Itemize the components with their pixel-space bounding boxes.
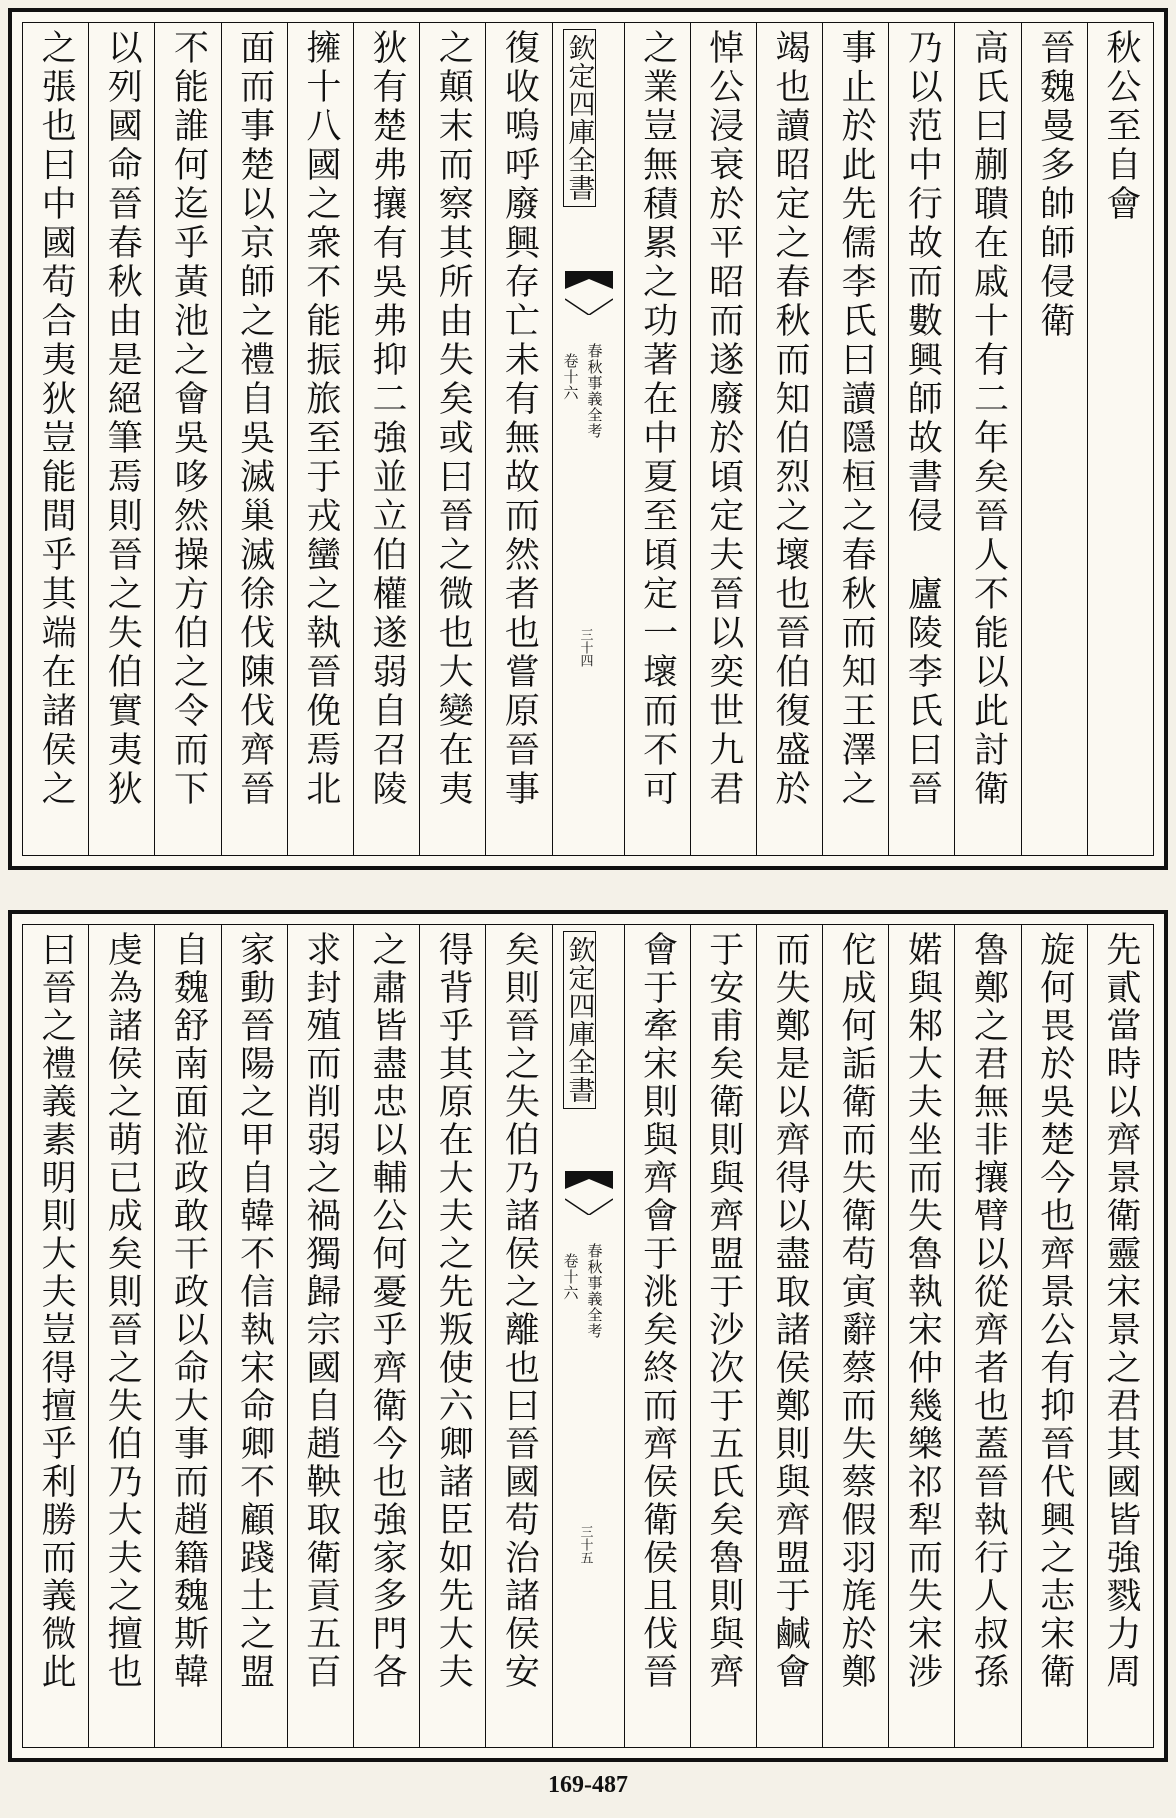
upper-text-columns xyxy=(23,23,1153,855)
column-text: 家動晉陽之甲自韓不信執宋命卿不顧踐土之盟 xyxy=(234,931,275,1691)
text-column xyxy=(691,23,757,855)
column-text: 乃以范中行故而數興師故書侵 廬陵李氏曰晉 xyxy=(902,29,943,809)
text-column xyxy=(288,23,354,855)
lower-page-frame xyxy=(22,924,1154,1748)
column-text: 不能誰何迄乎黃池之會吳哆然操方伯之令而下 xyxy=(168,29,209,809)
column-text: 晉魏曼多帥師侵衛 xyxy=(1034,29,1075,341)
text-column xyxy=(1088,925,1153,1747)
column-text: 狄有楚弗攘有吳弗抑二強並立伯權遂弱自召陵 xyxy=(367,29,408,809)
text-column xyxy=(23,925,89,1747)
column-text: 竭也讀昭定之春秋而知伯烈之壞也晉伯復盛於 xyxy=(769,29,810,809)
text-column xyxy=(420,925,486,1747)
column-text: 之肅皆盡忠以輔公何憂乎齊衛今也強家多門各 xyxy=(367,931,408,1691)
column-text: 魯鄭之君無非攘臂以從齊者也蓋晉執行人叔孫 xyxy=(968,931,1009,1691)
spine-juan: 卷十六 xyxy=(561,1253,580,1301)
fish-tail-mark-icon xyxy=(565,271,613,315)
column-text: 悼公浸衰於平昭而遂廢於頃定夫晉以奕世九君 xyxy=(703,29,744,809)
text-column xyxy=(823,925,889,1747)
column-text: 虔為諸侯之萌已成矣則晉之失伯乃大夫之擅也 xyxy=(102,931,143,1691)
fish-tail-mark-icon xyxy=(565,1171,613,1215)
column-text: 婼與邾大夫坐而失魯執宋仲幾樂祁犁而失宋涉 xyxy=(902,931,943,1691)
column-text: 求封殖而削弱之禍獨歸宗國自趙鞅取衛貢五百 xyxy=(300,931,341,1691)
text-column xyxy=(955,925,1021,1747)
column-text: 矣則晉之失伯乃諸侯之離也曰晉國苟治諸侯安 xyxy=(499,931,540,1691)
spine-juan: 卷十六 xyxy=(561,353,580,401)
column-text: 會于牽宋則與齊會于洮矣終而齊侯衛侯且伐晉 xyxy=(637,931,678,1691)
text-column xyxy=(823,23,889,855)
spine-title: 欽定四庫全書 xyxy=(563,29,596,207)
column-text: 自魏舒南面涖政敢干政以命大事而趙籍魏斯韓 xyxy=(168,931,209,1691)
text-column xyxy=(889,925,955,1747)
text-column xyxy=(354,925,420,1747)
column-text: 之張也曰中國苟合夷狄豈能間乎其端在諸侯之 xyxy=(36,29,77,809)
column-text: 佗成何詬衛而失衛苟寅辭蔡而失蔡假羽旄於鄭 xyxy=(836,931,877,1691)
text-column xyxy=(89,925,155,1747)
spine-folio: 三十四 xyxy=(577,628,593,667)
column-text: 之業豈無積累之功著在中夏至頃定一壞而不可 xyxy=(637,29,678,809)
text-column xyxy=(625,925,691,1747)
text-column xyxy=(757,23,823,855)
text-column xyxy=(89,23,155,855)
text-column xyxy=(420,23,486,855)
page-number: 169-487 xyxy=(548,1772,628,1798)
column-text: 先貳當時以齊景衛靈宋景之君其國皆強戮力周 xyxy=(1100,931,1141,1691)
column-text: 事止於此先儒李氏曰讀隱桓之春秋而知王澤之 xyxy=(836,29,877,809)
lower-text-columns xyxy=(23,925,1153,1747)
text-column xyxy=(625,23,691,855)
text-column xyxy=(354,23,420,855)
spine-folio: 三十五 xyxy=(577,1525,593,1564)
text-column xyxy=(1022,23,1088,855)
column-text: 秋公至自會 xyxy=(1100,29,1141,224)
lower-page xyxy=(8,910,1168,1762)
column-text: 之顛末而察其所由失矣或曰晉之微也大變在夷 xyxy=(433,29,474,809)
spine-title: 欽定四庫全書 xyxy=(563,931,596,1109)
text-column xyxy=(1022,925,1088,1747)
text-column xyxy=(222,23,288,855)
column-text: 高氏曰蒯聵在戚十有二年矣晉人不能以此討衛 xyxy=(968,29,1009,809)
text-column xyxy=(691,925,757,1747)
column-text: 而失鄭是以齊得以盡取諸侯鄭則與齊盟于鹹會 xyxy=(769,931,810,1691)
column-text: 面而事楚以京師之禮自吳滅巢滅徐伐陳伐齊晉 xyxy=(234,29,275,809)
text-column xyxy=(486,925,552,1747)
text-column xyxy=(155,23,221,855)
text-column xyxy=(222,925,288,1747)
column-text: 得背乎其原在大夫之先叛使六卿諸臣如先大夫 xyxy=(433,931,474,1691)
upper-page-frame xyxy=(22,22,1154,856)
column-text: 擁十八國之衆不能振旅至于戎蠻之執晉俛焉北 xyxy=(300,29,341,809)
text-column xyxy=(155,925,221,1747)
text-column xyxy=(486,23,552,855)
text-column xyxy=(955,23,1021,855)
column-text: 于安甫矣衛則與齊盟于沙次于五氏矣魯則與齊 xyxy=(703,931,744,1691)
text-column xyxy=(757,925,823,1747)
text-column xyxy=(288,925,354,1747)
text-column xyxy=(23,23,89,855)
center-spine xyxy=(553,925,625,1747)
text-column xyxy=(1088,23,1153,855)
spine-work-title: 春秋事義全考 xyxy=(585,1243,604,1339)
upper-page xyxy=(8,8,1168,870)
column-text: 以列國命晉春秋由是絕筆焉則晉之失伯實夷狄 xyxy=(102,29,143,809)
column-text: 復收嗚呼廢興存亡未有無故而然者也嘗原晉事 xyxy=(499,29,540,809)
column-text: 曰晉之禮義素明則大夫豈得擅乎利勝而義微此 xyxy=(36,931,77,1691)
spine-work-title: 春秋事義全考 xyxy=(585,343,604,439)
column-text: 旋何畏於吳楚今也齊景公有抑晉代興之志宋衛 xyxy=(1034,931,1075,1691)
center-spine xyxy=(553,23,625,855)
text-column xyxy=(889,23,955,855)
